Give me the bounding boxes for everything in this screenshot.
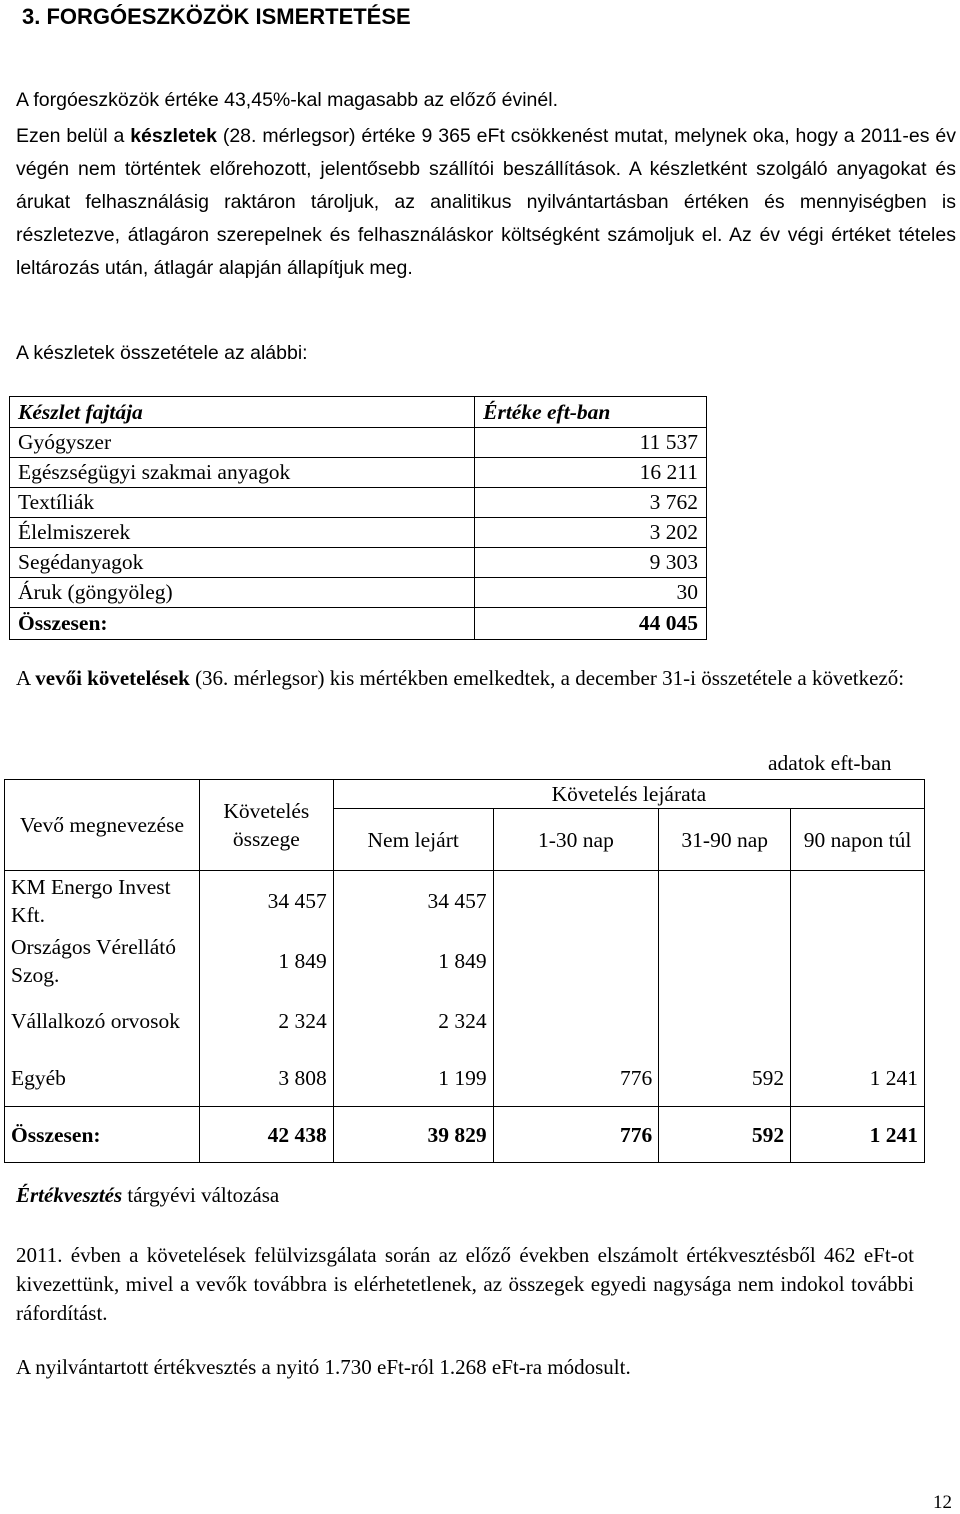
inventory-name: Áruk (göngyöleg)	[10, 578, 475, 608]
header-amount: Követelés összege	[199, 780, 333, 871]
receivable-31-90	[659, 991, 791, 1051]
receivable-amount: 34 457	[199, 871, 333, 931]
intro-line-1: A forgóeszközök értéke 43,45%-kal magasabb az előző évinél.	[16, 89, 558, 111]
table-row	[5, 1051, 925, 1107]
receivable-31-90	[659, 871, 791, 931]
inventory-name: Gyógyszer	[10, 428, 475, 458]
inventory-table-intro: A készletek összetétele az alábbi:	[16, 342, 308, 364]
header-due-group: Követelés lejárata	[333, 780, 924, 809]
table-row	[10, 428, 707, 458]
receivable-not-due: 34 457	[333, 871, 493, 931]
receivable-over-90: 1 241	[791, 1051, 925, 1107]
inventory-keyword: készletek	[130, 125, 217, 147]
header-inventory-value: Értéke eft-ban	[475, 397, 707, 428]
receivables-keyword: vevői követelések	[35, 666, 190, 690]
inventory-total-label: Összesen:	[10, 608, 475, 640]
inventory-name: Segédanyagok	[10, 548, 475, 578]
receivable-1-30	[493, 931, 659, 991]
inventory-value: 9 303	[475, 548, 707, 578]
table-row	[10, 488, 707, 518]
inventory-value: 3 202	[475, 518, 707, 548]
receivable-not-due: 1 849	[333, 931, 493, 991]
receivable-1-30	[493, 871, 659, 931]
receivables-paragraph	[16, 664, 958, 693]
inventory-table-header	[10, 397, 707, 428]
customer-name: Egyéb	[5, 1051, 200, 1107]
inventory-value: 16 211	[475, 458, 707, 488]
customer-name: KM Energo Invest Kft.	[5, 871, 200, 931]
inventory-name: Textíliák	[10, 488, 475, 518]
receivable-over-90	[791, 931, 925, 991]
receivables-total-label: Összesen:	[5, 1107, 200, 1163]
receivables-total-1-30: 776	[493, 1107, 659, 1163]
inventory-name: Élelmiszerek	[10, 518, 475, 548]
receivables-total-over-90: 1 241	[791, 1107, 925, 1163]
receivable-over-90	[791, 871, 925, 931]
receivables-header-row-1	[5, 780, 925, 809]
header-inventory-type: Készlet fajtája	[10, 397, 475, 428]
receivables-total-not-due: 39 829	[333, 1107, 493, 1163]
impairment-title-rest: tárgyévi változása	[122, 1183, 280, 1207]
inventory-value: 30	[475, 578, 707, 608]
impairment-paragraph: 2011. évben a követelések felülvizsgálata során az előző években elszámolt értékvesztésből 462 eFt-ot kivezettünk, mivel a vevők továbbra is elérhetetlenek, az összegek egyedi nagysága nem indokol további ráfordítást.	[16, 1243, 914, 1325]
receivable-31-90: 592	[659, 1051, 791, 1107]
table-row	[5, 931, 925, 991]
impairment-title-keyword: Értékvesztés	[16, 1183, 123, 1207]
table-row	[5, 871, 925, 931]
inventory-total-row	[10, 608, 707, 640]
receivable-not-due: 2 324	[333, 991, 493, 1051]
inventory-name: Egészségügyi szakmai anyagok	[10, 458, 475, 488]
header-customer: Vevő megnevezése	[5, 780, 200, 871]
receivables-total-row	[5, 1107, 925, 1163]
impairment-closing: A nyilvántartott értékvesztés a nyitó 1.730 eFt-ról 1.268 eFt-ra módosult.	[16, 1355, 631, 1379]
header-over-90: 90 napon túl	[791, 809, 925, 871]
receivables-table	[4, 779, 925, 1163]
unit-note: adatok eft-ban	[768, 751, 892, 775]
table-row	[10, 458, 707, 488]
page-number: 12	[933, 1492, 952, 1513]
receivables-total-amount: 42 438	[199, 1107, 333, 1163]
customer-name: Vállalkozó orvosok	[5, 991, 200, 1051]
customer-name: Országos Vérellátó Szog.	[5, 931, 200, 991]
section-heading: 3. FORGÓESZKÖZÖK ISMERTETÉSE	[22, 4, 411, 29]
table-row	[10, 578, 707, 608]
inventory-total-value: 44 045	[475, 608, 707, 640]
inventory-value: 3 762	[475, 488, 707, 518]
receivable-amount: 1 849	[199, 931, 333, 991]
receivable-over-90	[791, 991, 925, 1051]
inventory-value: 11 537	[475, 428, 707, 458]
header-31-90: 31-90 nap	[659, 809, 791, 871]
inventory-paragraph-b: (28. mérlegsor) értéke 9 365 eFt csökkenést mutat, melynek oka, hogy a 2011-es év végén nem történtek előrehozott, jelentősebb szállítói beszállítások. A készletként szolgáló anyagokat és árukat felhasználásig raktáron tároljuk, az analitikus nyilvántartásban értéken és mennyiségben is részletezve, átlagáron szerepelnek és felhasználáskor költségként számoljuk el. Az év végi értéket tételes leltározás után, átlagár alapján állapítjuk meg.	[16, 125, 956, 279]
inventory-paragraph	[16, 120, 956, 285]
inventory-table	[9, 396, 707, 640]
receivable-not-due: 1 199	[333, 1051, 493, 1107]
receivable-1-30	[493, 991, 659, 1051]
header-not-due: Nem lejárt	[333, 809, 493, 871]
receivables-paragraph-a: A	[16, 666, 36, 690]
receivable-31-90	[659, 931, 791, 991]
receivables-total-31-90: 592	[659, 1107, 791, 1163]
table-row	[10, 548, 707, 578]
table-row	[10, 518, 707, 548]
impairment-title	[16, 1183, 279, 1208]
receivables-paragraph-b: (36. mérlegsor) kis mértékben emelkedtek, a december 31-i összetétele a következő:	[189, 666, 905, 690]
table-row	[5, 991, 925, 1051]
receivable-amount: 3 808	[199, 1051, 333, 1107]
header-1-30: 1-30 nap	[493, 809, 659, 871]
inventory-paragraph-a: Ezen belül a	[16, 125, 131, 147]
receivable-1-30: 776	[493, 1051, 659, 1107]
receivable-amount: 2 324	[199, 991, 333, 1051]
